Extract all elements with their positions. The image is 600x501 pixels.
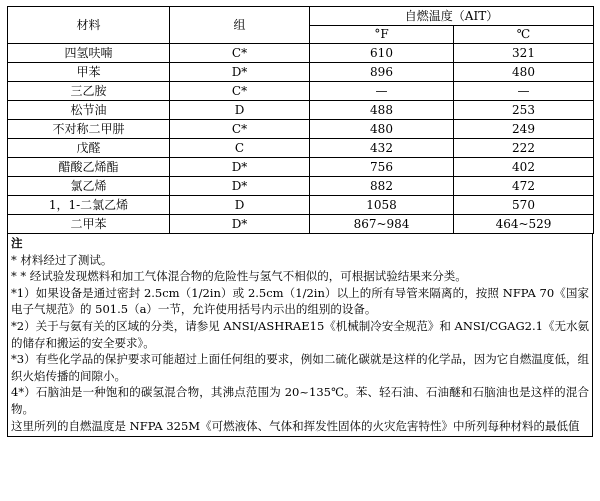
cell-ait-c: 464~529 [454,215,594,234]
cell-ait-f: — [310,82,454,101]
cell-material: 戊醛 [8,139,170,158]
cell-group: C* [170,120,310,139]
table-row [8,158,594,177]
cell-ait-f: 1058 [310,196,454,215]
cell-group: C* [170,82,310,101]
cell-material: 四氢呋喃 [8,44,170,63]
cell-ait-c: 480 [454,63,594,82]
cell-ait-f: 488 [310,101,454,120]
cell-material: 不对称二甲肼 [8,120,170,139]
cell-ait-c: 570 [454,196,594,215]
cell-ait-f: 480 [310,120,454,139]
autoignition-table [7,6,594,234]
table-row [8,101,594,120]
cell-ait-f: 896 [310,63,454,82]
table-row [8,196,594,215]
cell-material: 醋酸乙烯酯 [8,158,170,177]
cell-ait-c: 222 [454,139,594,158]
table-row [8,177,594,196]
cell-group: C* [170,44,310,63]
cell-ait-c: 472 [454,177,594,196]
note-line: 4*）石脑油是一种饱和的碳氢混合物，其沸点范围为 20~135℃。苯、轻石油、石油醚和石脑油也是这样的混合物。 [11,385,589,416]
cell-material: 氯乙烯 [8,177,170,196]
cell-material: 1，1-二氯乙烯 [8,196,170,215]
cell-ait-c: 249 [454,120,594,139]
table-row [8,44,594,63]
table-row [8,82,594,101]
cell-group: D* [170,158,310,177]
note-line: * 材料经过了测试。 [11,252,113,267]
cell-ait-f: 882 [310,177,454,196]
cell-group: D [170,101,310,120]
note-line: *2）关于与氨有关的区域的分类，请参见 ANSI/ASHRAE15《机械制冷安全规范》和 ANSI/CGAG2.1《无水氨的储存和搬运的安全要求》。 [11,318,589,350]
header-group: 组 [170,7,310,44]
note-line: * * 经试验发现燃料和加工气体混合物的危险性与氢气不相似的，可根据试验结果来分类。 [11,269,467,284]
table-row [8,120,594,139]
table-row [8,63,594,82]
cell-ait-c: 321 [454,44,594,63]
note-line: *3）有些化学品的保护要求可能超过上面任何组的要求，例如二硫化碳就是这样的化学品，因为它自燃温度低，组织火焰传播的间隙小。 [11,352,589,383]
cell-group: C [170,139,310,158]
cell-ait-c: 253 [454,101,594,120]
note-line: 这里所列的自燃温度是 NFPA 325M《可燃液体、气体和挥发性固体的火灾危害特性》中所列每种材料的最低值 [11,418,580,433]
note-line: *1）如果设备是通过密封 2.5cm（1/2in）或 2.5cm（1/2in）以上的所有导管来隔离的，按照 NFPA 70《国家电子气规范》的 501.5（a）一节，允许使用括号内示出的组别的设备。 [11,285,589,317]
header-unit-f: °F [310,26,454,44]
cell-material: 三乙胺 [8,82,170,101]
cell-material: 二甲苯 [8,215,170,234]
cell-ait-c: 402 [454,158,594,177]
cell-group: D* [170,63,310,82]
table-row [8,215,594,234]
cell-ait-f: 867~984 [310,215,454,234]
cell-ait-f: 432 [310,139,454,158]
notes-section [7,234,593,437]
header-ait: 自燃温度（AIT） [310,7,594,26]
cell-ait-f: 756 [310,158,454,177]
cell-material: 甲苯 [8,63,170,82]
cell-ait-c: — [454,82,594,101]
cell-ait-f: 610 [310,44,454,63]
cell-material: 松节油 [8,101,170,120]
header-unit-c: ℃ [454,26,594,44]
document-page [7,6,593,437]
cell-group: D* [170,177,310,196]
table-row [8,139,594,158]
cell-group: D* [170,215,310,234]
header-material: 材料 [8,7,170,44]
cell-group: D [170,196,310,215]
notes-title: 注 [11,236,23,250]
